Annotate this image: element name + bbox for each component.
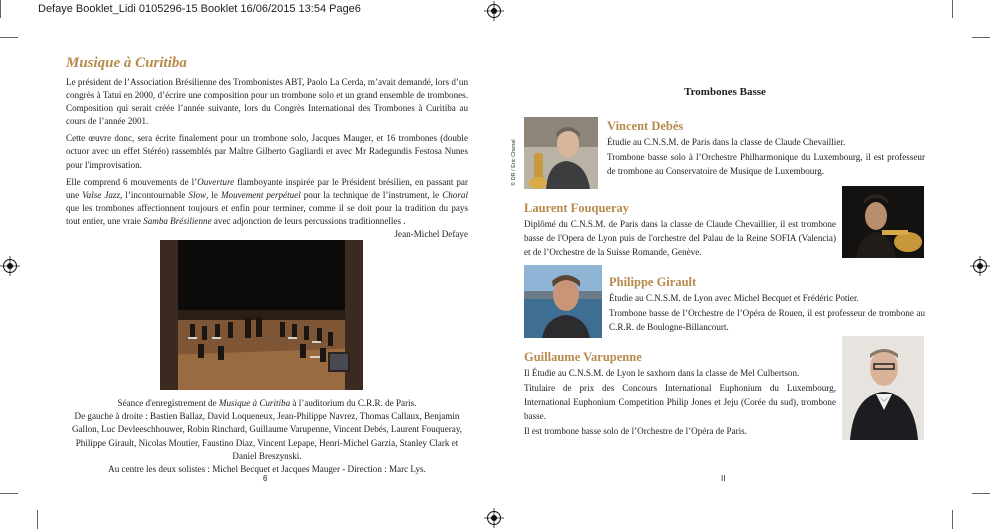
bio-guillaume-varupenne — [524, 349, 836, 439]
photo-caption — [66, 397, 468, 476]
stage-illustration — [160, 240, 363, 390]
caption-line: De gauche à droite : Bastien Ballaz, David Loqueneux, Jean-Philippe Navrez, Thomas Callaux, Benjamin Gallon, Luc Devleeschhouwer, Robin Rinchard, Guillaume Varupenne, Vincent Debés, Laurent Fouqueray, Philippe Girault, Nicolas Moutier, Faustino Diaz, Vincent Lepape, Henri-Michel Garzia, Stanley Clark et Daniel Breszynski. — [71, 411, 463, 461]
paragraph: Le président de l’Association Brésilienne des Trombonistes ABT, Paolo La Cerda, m’avait demandé, lors d’un congrès à Tatui en 2000, d’écrire une composition pour un trombone solo et un grand ensemble de trombones. Composition qui serait créée l’année suivante, lors du Congrès International des Trombones à Curitiba au cours de l’année 2001. — [66, 77, 468, 127]
bio-text: Il Étudie au C.N.S.M. de Lyon le saxhorn dans la classe de Mel Culbertson. — [524, 368, 800, 378]
slug-line: Defaye Booklet_Lidi 0105296-15 Booklet 16/06/2015 13:54 Page6 — [38, 3, 361, 15]
crop-mark — [37, 510, 38, 529]
bio-text: Titulaire de prix des Concours International Euphonium du Luxembourg, International Euphonium Competition Philip Jones et Jeju (Corée du sud), trombone basse. — [524, 383, 836, 421]
crop-mark — [952, 510, 953, 529]
caption-line: Au centre les deux solistes : Michel Becquet et Jacques Mauger - Direction : Marc Lys. — [108, 464, 426, 475]
left-page-text — [66, 54, 468, 241]
page-number: II — [721, 474, 726, 483]
portrait-photo — [842, 186, 924, 258]
crop-mark — [952, 0, 953, 18]
crop-mark — [0, 37, 18, 38]
registration-mark-icon — [970, 256, 990, 276]
caption-line: Séance d'enregistrement de Musique à Curitiba à l’auditorium du C.R.R. de Paris. — [117, 398, 417, 408]
section-title: Trombones Basse — [684, 86, 766, 98]
registration-mark-icon — [0, 256, 20, 276]
section-title: Musique à Curitiba — [66, 55, 187, 71]
bio-philippe-girault — [609, 274, 925, 335]
crop-mark — [972, 37, 990, 38]
bio-name: Guillaume Varupenne — [524, 350, 642, 364]
bio-text: Trombone basse solo à l’Orchestre Philharmonique du Luxembourg, il est professeur de trombone au Conservatoire de Musique de Luxembourg. — [607, 152, 925, 176]
bio-name: Vincent Debés — [607, 119, 684, 133]
bio-laurent-fouqueray — [524, 200, 836, 260]
bio-text: Étudie au C.N.S.M. de Paris dans la classe de Claude Chevaillier. — [607, 137, 846, 147]
crop-mark — [0, 0, 1, 18]
bio-text: Il est trombone basse solo de l’Orchestre de l’Opéra de Paris. — [524, 426, 747, 436]
bio-text: Diplômé du C.N.S.M. de Paris dans la classe de Claude Chevaillier, il est trombone basse de l'Opera de Lyon puis de l'orchestre del Palau de la Reine SOFIA (Valencia) et de l’Orchestre de la Suisse Romande, Genève. — [524, 219, 836, 257]
page-number: 6 — [263, 474, 268, 483]
bio-name: Philippe Girault — [609, 275, 697, 289]
portrait-photo — [524, 265, 602, 338]
bio-text: Étudie au C.N.S.M. de Lyon avec Michel Becquet et Frédéric Potier. — [609, 293, 859, 303]
registration-mark-icon — [484, 1, 504, 21]
paragraph: Cette œuvre donc, sera écrite finalement pour un trombone solo, Jacques Mauger, et 16 trombones (double octuor avec un effet Stéréo) rassemblés par Maître Gilberto Gagliardi et avec Mr Radegundis Festosa Nunes pour l'improvisation. — [66, 133, 468, 170]
bio-name: Laurent Fouqueray — [524, 201, 629, 215]
crop-mark — [972, 493, 990, 494]
portrait-photo — [842, 336, 924, 440]
bio-vincent-debes — [607, 118, 925, 179]
recording-session-photo — [160, 240, 363, 390]
crop-mark — [0, 493, 18, 494]
portrait-photo — [524, 117, 598, 189]
registration-mark-icon — [484, 508, 504, 528]
bio-text: Trombone basse de l’Orchestre de l’Opéra de Rouen, il est professeur de trombone au C.R.R. de Boulogne-Billancourt. — [609, 308, 925, 332]
paragraph: Elle comprend 6 mouvements de l’Ouverture flamboyante inspirée par le Président brésilien, en passant par une Valse Jazz, l’incontournable Slow, le Mouvement perpétuel pour la technique de l’instrument, le Choral que les trombones affectionnent toujours et enfin pour terminer, comme il se doit pour la tradition du pays tout entier, une vraie Samba Brésilienne avec adjonction de leurs percussions traditionnelles . Jean-Michel Defaye — [66, 176, 468, 228]
photo-credit: © DR / Eric Chenal — [511, 139, 517, 186]
signature: Jean-Michel Defaye — [394, 229, 468, 240]
